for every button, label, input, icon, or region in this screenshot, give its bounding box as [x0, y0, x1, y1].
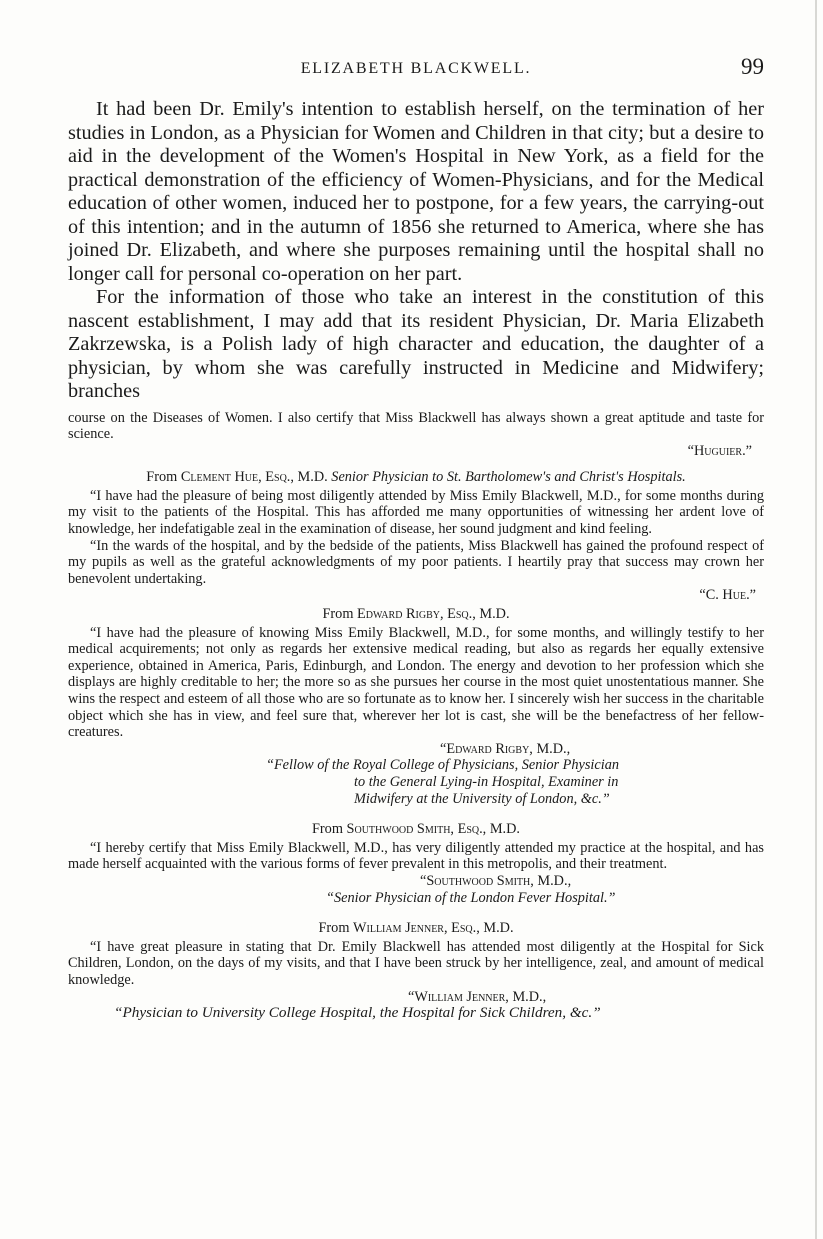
rigby-heading [68, 606, 764, 623]
footnote-testimonials [68, 410, 764, 1022]
hue-heading [68, 469, 764, 486]
book-page [68, 50, 764, 1022]
rigby-credentials-2: to the General Lying-in Hospital, Examiner in [354, 773, 619, 790]
smith-quote: “I hereby certify that Miss Emily Blackwell, M.D., has very diligently attended my practice at the hospital, and has made herself acquainted with the various forms of fever prevalent in this metropolis, and their treatment. [68, 839, 764, 873]
jenner-credentials: “Physician to University College Hospital, the Hospital for Sick Children, &c.” [114, 1004, 601, 1022]
rigby-from-word: From [322, 606, 358, 623]
page-edge-shadow [815, 0, 817, 1239]
hue-name: Clement Hue, Esq., M.D. [180, 469, 328, 486]
hue-title: Senior Physician to St. Bartholomew's and Christ's Hospitals. [327, 469, 686, 486]
running-title: ELIZABETH BLACKWELL. [300, 60, 532, 77]
rigby-signature: “Edward Rigby, M.D., [440, 740, 571, 757]
main-text [68, 98, 764, 404]
rigby-credentials-1: “Fellow of the Royal College of Physicians, Senior Physician [266, 757, 619, 774]
rigby-quote: “I have had the pleasure of knowing Miss Emily Blackwell, M.D., for some months, and willingly testify to her medical acquirements; not only as regards her extensive medical reading, but also as regards her equally extensive experience, obtained in America, Paris, Edinburgh, and London. The energy and devotion to her profession which she displays are highly creditable to her; the more so as she pursues her course in the most quiet unostentatious manner. She wins the respect and esteem of all those who are so fortunate as to know her. I sincerely wish her success in the charitable object which she has in view, and feel sure that, wherever her lot is cast, she will be the benefactress of her fellow-creatures. [68, 624, 764, 741]
hue-quote-2: “In the wards of the hospital, and by the bedside of the patients, Miss Blackwell has gained the profound respect of my pupils as well as the grateful acknowledgments of my poor patients. I heartily pray that success may crown her benevolent undertaking. [68, 537, 764, 587]
smith-credentials: “Senior Physician of the London Fever Hospital.” [326, 889, 616, 906]
jenner-signature: “William Jenner, M.D., [408, 988, 547, 1005]
page-number: 99 [741, 54, 764, 79]
hue-quote-1: “I have had the pleasure of being most diligently attended by Miss Emily Blackwell, M.D., for some months during my visit to the patients of the Hospital. This has afforded me many opportunities of witnessing her ardent love of knowledge, her indefatigable zeal in the examination of disease, her sound judgment and kind feeling. [68, 487, 764, 538]
rigby-credentials-3: Midwifery at the University of London, &c.” [354, 790, 610, 807]
rigby-name: Edward Rigby, Esq., M.D. [357, 606, 510, 623]
smith-name: Southwood Smith, Esq., M.D. [346, 821, 521, 838]
hue-from-word: From [146, 469, 181, 486]
jenner-from-word: From [318, 920, 354, 937]
smith-signature: “Southwood Smith, M.D., [420, 872, 572, 889]
paragraph-emily-intention: It had been Dr. Emily's intention to establish herself, on the termination of her studies in London, as a Physician for Women and Children in that city; but a desire to aid in the development of the Women's Hospital in New York, as a field for the practical demonstration of the efficiency of Women-Physicians, and for the Medical education of other women, induced her to postpone, for a few years, the carrying-out of this intention; and in the autumn of 1856 she returned to America, where she has joined Dr. Elizabeth, and where she purposes remaining until the hospital shall no longer call for personal co-operation on her part. [68, 98, 764, 285]
jenner-quote: “I have great pleasure in stating that Dr. Emily Blackwell has attended most diligently at the Hospital for Sick Children, London, on the days of my visits, and that I have been struck by her intelligence, zeal, and amount of medical knowledge. [68, 938, 764, 988]
jenner-name: William Jenner, Esq., M.D. [353, 920, 514, 937]
jenner-heading [68, 920, 764, 937]
running-header [68, 50, 764, 84]
huguier-continuation: course on the Diseases of Women. I also certify that Miss Blackwell has always shown a great aptitude and taste for science. [68, 409, 764, 443]
hue-signature: “C. Hue.” [699, 587, 756, 604]
paragraph-zakrzewska: For the information of those who take an interest in the constitution of this nascent establishment, I may add that its resident Physician, Dr. Maria Elizabeth Zakrzewska, is a Polish lady of high character and education, the daughter of a physician, by whom she was carefully instructed in Medicine and Midwifery; branches [68, 286, 764, 402]
smith-heading [68, 821, 764, 838]
huguier-signature: “Huguier.” [687, 442, 752, 459]
smith-from-word: From [311, 821, 347, 838]
